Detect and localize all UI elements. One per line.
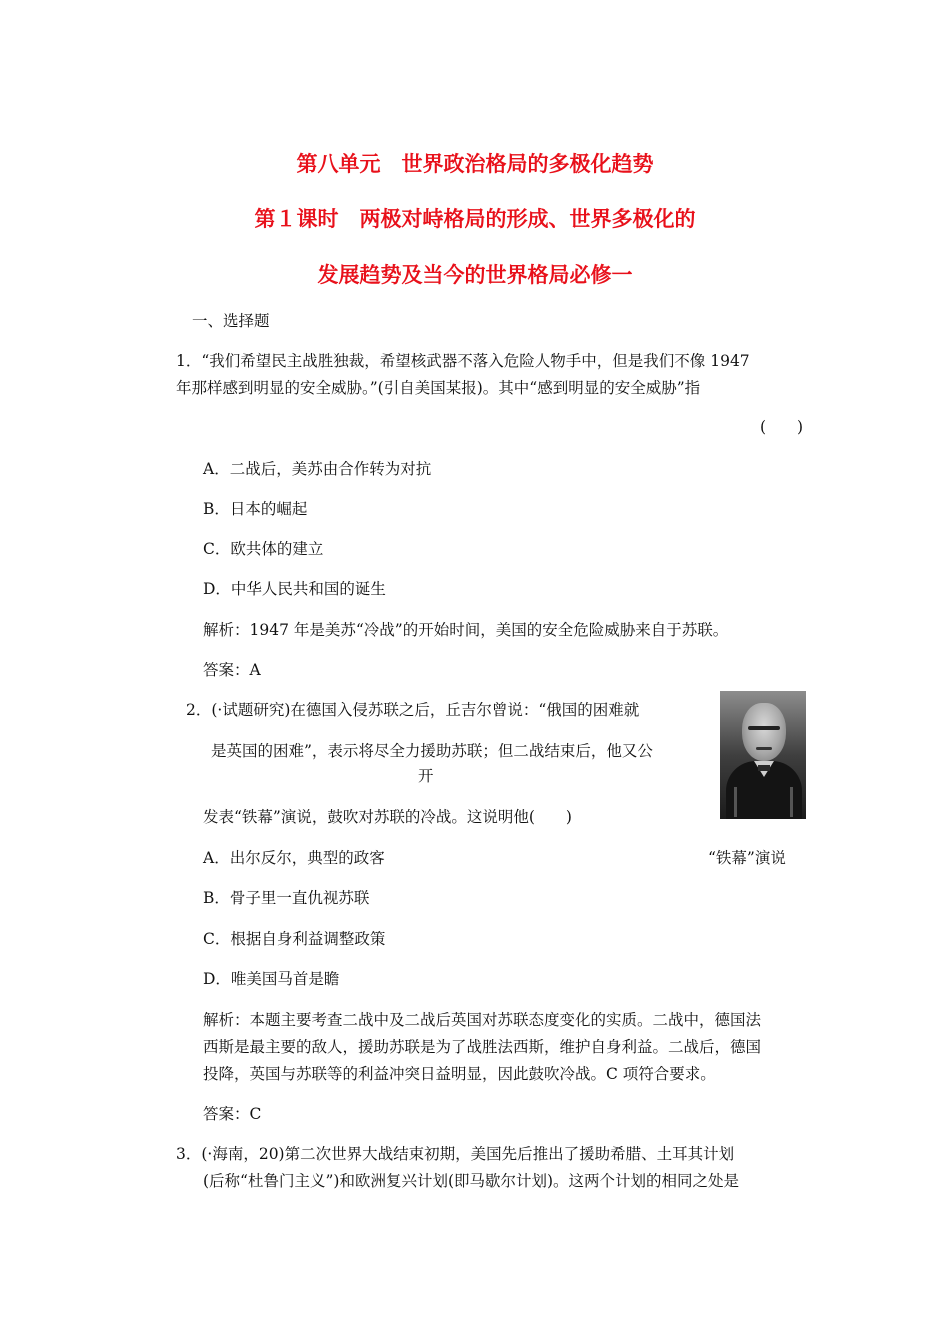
- portrait-head: [742, 703, 786, 761]
- q2-answer: 答案：C: [203, 1105, 262, 1123]
- section-heading: 一、选择题: [192, 312, 270, 330]
- q2-option-b: B．骨子里一直仇视苏联: [203, 889, 370, 907]
- portrait-mouth: [756, 747, 772, 750]
- q2-analysis-line-2: 西斯是最主要的敌人，援助苏联是为了战胜法西斯，维护自身利益。二战后，德国: [203, 1038, 762, 1056]
- q1-option-a: A．二战后，美苏由合作转为对抗: [203, 460, 432, 478]
- question-2-line-2-wrap: 开: [418, 767, 434, 785]
- question-1-line-2: 年那样感到明显的安全威胁。”(引自美国某报)。其中“感到明显的安全威胁”指: [176, 379, 701, 397]
- portrait-bowtie: [758, 765, 770, 771]
- title-line-1: 第八单元 世界政治格局的多极化趋势: [296, 152, 654, 176]
- question-2-line-3: 发表“铁幕”演说，鼓吹对苏联的冷战。这说明他( ): [203, 808, 572, 826]
- q1-option-b: B．日本的崛起: [203, 500, 308, 518]
- answer-blank: ( ): [760, 418, 804, 436]
- microphone-icon: [734, 787, 737, 817]
- q2-analysis-line-3: 投降，英国与苏联等的利益冲突日益明显，因此鼓吹冷战。C 项符合要求。: [203, 1065, 716, 1083]
- q2-analysis-line-1: 解析：本题主要考查二战中及二战后英国对苏联态度变化的实质。二战中，德国法: [203, 1011, 762, 1029]
- q2-option-c: C．根据自身利益调整政策: [203, 930, 386, 948]
- question-2-line-2: 是英国的困难”，表示将尽全力援助苏联；但二战结束后，他又公: [211, 742, 653, 760]
- q1-option-c: C．欧共体的建立: [203, 540, 324, 558]
- photo-caption: “铁幕”演说: [708, 849, 786, 867]
- question-2-line-1: 2．(·试题研究)在德国入侵苏联之后，丘吉尔曾说：“俄国的困难就: [186, 701, 640, 719]
- q1-answer: 答案：A: [203, 661, 261, 679]
- question-1-line-1: 1．“我们希望民主战胜独裁，希望核武器不落入危险人物手中，但是我们不像 1947: [176, 352, 750, 370]
- microphone-icon: [790, 787, 793, 817]
- q1-analysis: 解析：1947 年是美苏“冷战”的开始时间，美国的安全危险威胁来自于苏联。: [203, 621, 729, 639]
- churchill-photo: [720, 691, 806, 819]
- title-line-3: 发展趋势及当今的世界格局必修一: [317, 263, 633, 287]
- q1-option-d: D．中华人民共和国的诞生: [203, 580, 386, 598]
- question-3-line-1: 3．(·海南，20)第二次世界大战结束初期，美国先后推出了援助希腊、土耳其计划: [176, 1145, 735, 1163]
- q2-option-d: D．唯美国马首是瞻: [203, 970, 340, 988]
- portrait-brow: [748, 726, 780, 730]
- question-3-line-2: (后称“杜鲁门主义”)和欧洲复兴计划(即马歇尔计划)。这两个计划的相同之处是: [203, 1172, 740, 1190]
- title-line-2: 第１课时 两极对峙格局的形成、世界多极化的: [254, 207, 696, 231]
- q2-option-a: A．出尔反尔，典型的政客: [203, 849, 385, 867]
